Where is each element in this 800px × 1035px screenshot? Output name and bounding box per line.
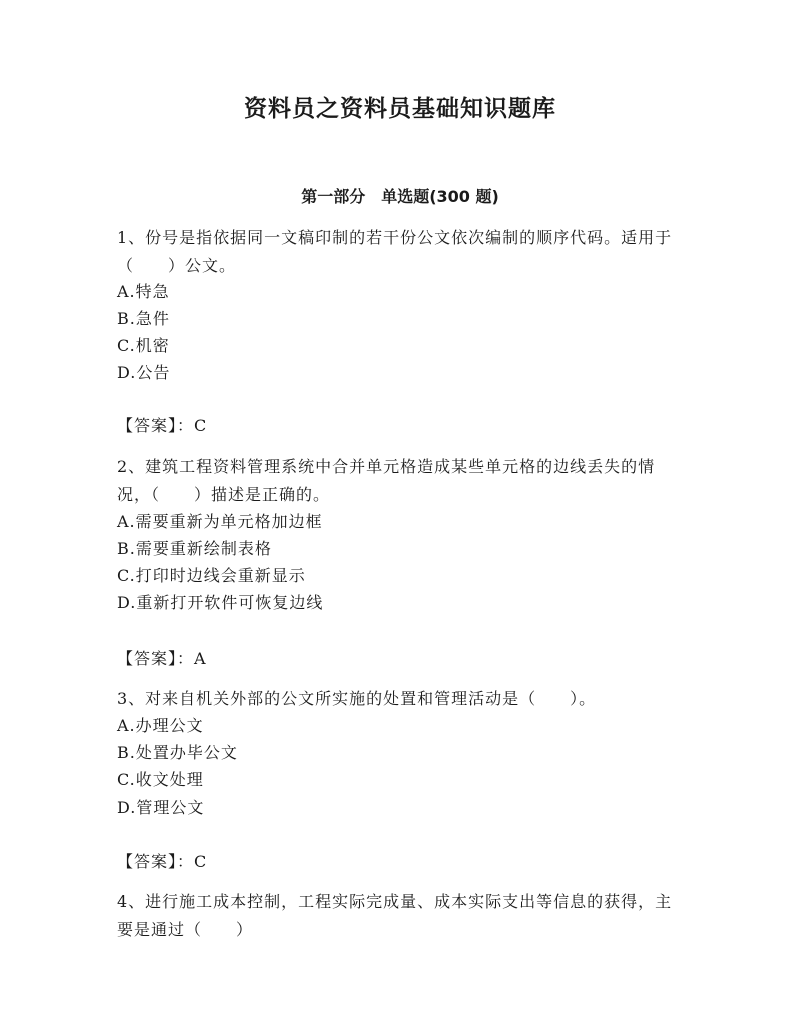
question-3-option-c: C.收文处理 — [117, 770, 204, 789]
question-1-option-a: A.特急 — [117, 282, 170, 301]
section-heading: 第一部分 单选题(300 题) — [301, 187, 499, 206]
question-3-stem: 3、对来自机关外部的公文所实施的处置和管理活动是（ ）。 — [117, 689, 597, 708]
question-1-option-d: D.公告 — [117, 363, 171, 382]
question-1-answer: 【答案】：C — [117, 416, 208, 435]
document-title: 资料员之资料员基础知识题库 — [244, 96, 556, 122]
question-2-stem: 2、建筑工程资料管理系统中合并单元格造成某些单元格的边线丢失的情况，（ ）描述是正确的。 — [117, 457, 656, 504]
question-3-option-d: D.管理公文 — [117, 798, 205, 817]
question-2-answer: 【答案】：A — [117, 649, 207, 668]
question-3-answer: 【答案】：C — [117, 852, 208, 871]
question-2-option-c: C.打印时边线会重新显示 — [117, 566, 306, 585]
question-4-stem: 4、进行施工成本控制，工程实际完成量、成本实际支出等信息的获得，主要是通过（ ） — [117, 892, 673, 939]
question-1-option-c: C.机密 — [117, 336, 170, 355]
question-1-stem: 1、份号是指依据同一文稿印制的若干份公文依次编制的顺序代码。适用于（ ）公文。 — [117, 228, 673, 275]
question-2-option-a: A.需要重新为单元格加边框 — [117, 512, 323, 531]
question-3-option-a: A.办理公文 — [117, 716, 204, 735]
question-2-option-d: D.重新打开软件可恢复边线 — [117, 593, 324, 612]
question-1-option-b: B.急件 — [117, 309, 170, 328]
question-3-option-b: B.处置办毕公文 — [117, 743, 238, 762]
question-2-option-b: B.需要重新绘制表格 — [117, 539, 272, 558]
